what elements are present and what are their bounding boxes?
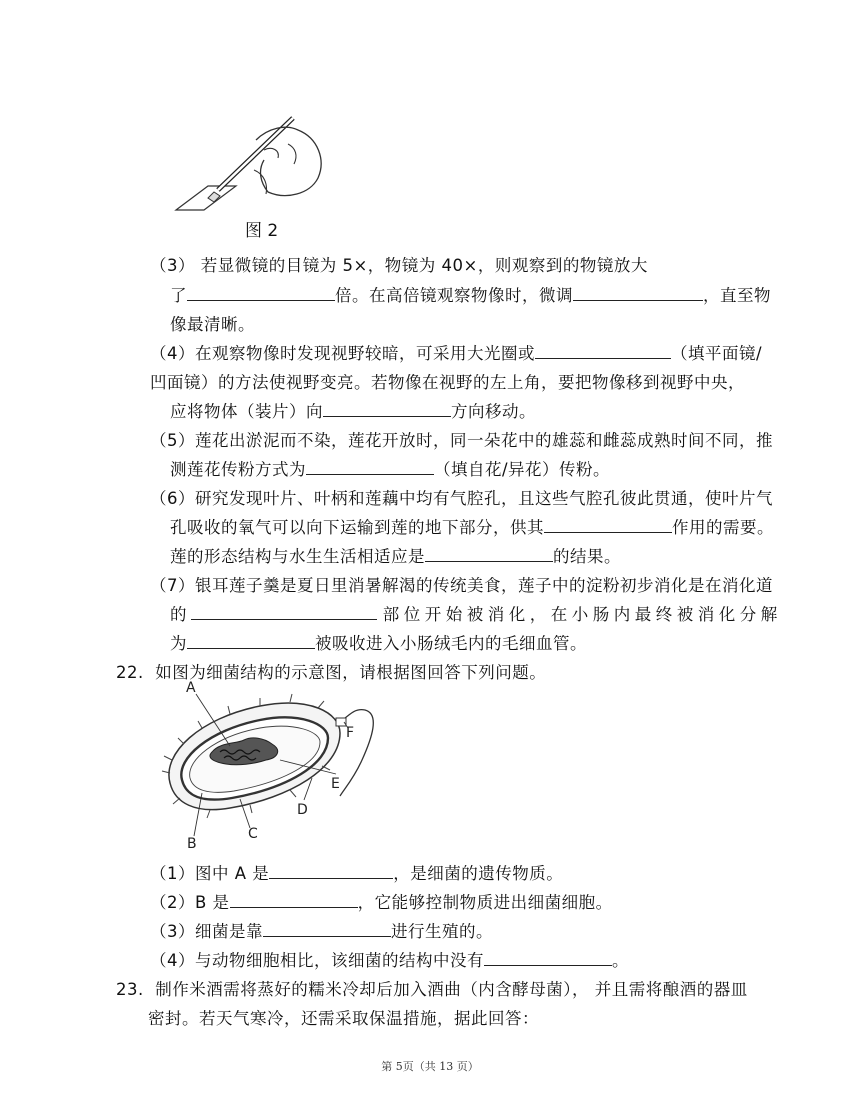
q3-line-2: 了 倍。在高倍镜观察物像时，微调 ，直至物 <box>170 286 771 305</box>
q7-line-1: （7）银耳莲子羹是夏日里消暑解渴的传统美食，莲子中的淀粉初步消化是在消化道 <box>150 576 773 595</box>
q6-line-2: 孔吸收的氧气可以向下运输到莲的地下部分，供其 作用的需要。 <box>170 518 774 537</box>
q22-stem: 22. 如图为细菌结构的示意图，请根据图回答下列问题。 <box>116 663 547 682</box>
label-e: E <box>331 776 340 792</box>
q22-sub-3: （3）细菌是靠 进行生殖的。 <box>150 922 493 941</box>
q22-blank-2[interactable] <box>230 893 358 908</box>
label-a: A <box>186 680 196 696</box>
q7-blank-product[interactable] <box>187 634 315 649</box>
q4-line-1: （4）在观察物像时发现视野较暗，可采用大光圈或 （填平面镜/ <box>150 344 763 363</box>
q7-line-3: 为 被吸收进入小肠绒毛内的毛细血管。 <box>170 634 587 653</box>
q3-line-1: （3） 若显微镜的目镜为 5×，物镜为 40×，则观察到的物镜放大 <box>150 256 648 275</box>
q6-line-3: 莲的形态结构与水生生活相适应是 的结果。 <box>170 547 621 566</box>
figure-2-caption: 图 2 <box>245 221 279 241</box>
q23-line-1: 23. 制作米酒需将蒸好的糯米冷却后加入酒曲（内含酵母菌）， 并且需将酿酒的器皿 <box>116 980 748 999</box>
q22-blank-4[interactable] <box>484 951 612 966</box>
q4-blank-direction[interactable] <box>323 402 451 417</box>
q5-line-1: （5）莲花出淤泥而不染，莲花开放时，同一朵花中的雄蕊和雌蕊成熟时间不同，推 <box>150 431 773 450</box>
q5-line-2: 测莲花传粉方式为 （填自花/异花）传粉。 <box>170 460 611 479</box>
q22-sub-1: （1）图中 A 是 ，是细菌的遗传物质。 <box>150 864 564 883</box>
q6-blank-respiration[interactable] <box>544 518 672 533</box>
q7-line-2: 的 部位开始被消化，在小肠内最终被消化分解 <box>170 605 782 624</box>
q3-line-3: 像最清晰。 <box>170 315 255 334</box>
q3-blank-magnification[interactable] <box>187 286 335 301</box>
q22-sub-2: （2）B 是 ，它能够控制物质进出细菌细胞。 <box>150 893 613 912</box>
bacteria-structure-diagram <box>140 678 380 853</box>
label-b: B <box>187 836 197 852</box>
q22-blank-3[interactable] <box>263 922 391 937</box>
q5-blank-pollination[interactable] <box>306 460 434 475</box>
q4-line-3: 应将物体（装片）向 方向移动。 <box>170 402 536 421</box>
label-c: C <box>248 826 258 842</box>
q3-blank-focus[interactable] <box>573 286 703 301</box>
page-footer: 第 5页（共 13 页） <box>381 1060 479 1073</box>
q4-blank-mirror[interactable] <box>535 344 671 359</box>
label-d: D <box>297 802 308 818</box>
q7-blank-digestive-site[interactable] <box>191 605 377 620</box>
q6-line-1: （6）研究发现叶片、叶柄和莲藕中均有气腔孔，且这些气腔孔彼此贯通，使叶片气 <box>150 489 773 508</box>
q6-blank-adaptation[interactable] <box>425 547 553 562</box>
label-f: F <box>346 725 355 741</box>
q23-line-2: 密封。若天气寒冷，还需采取保温措施，据此回答： <box>148 1009 539 1028</box>
q22-sub-4: （4）与动物细胞相比，该细菌的结构中没有 。 <box>150 951 629 970</box>
q22-blank-1[interactable] <box>269 864 393 879</box>
q4-line-2: 凹面镜）的方法使视野变亮。若物像在视野的左上角，要把物像移到视野中央， <box>150 373 745 392</box>
